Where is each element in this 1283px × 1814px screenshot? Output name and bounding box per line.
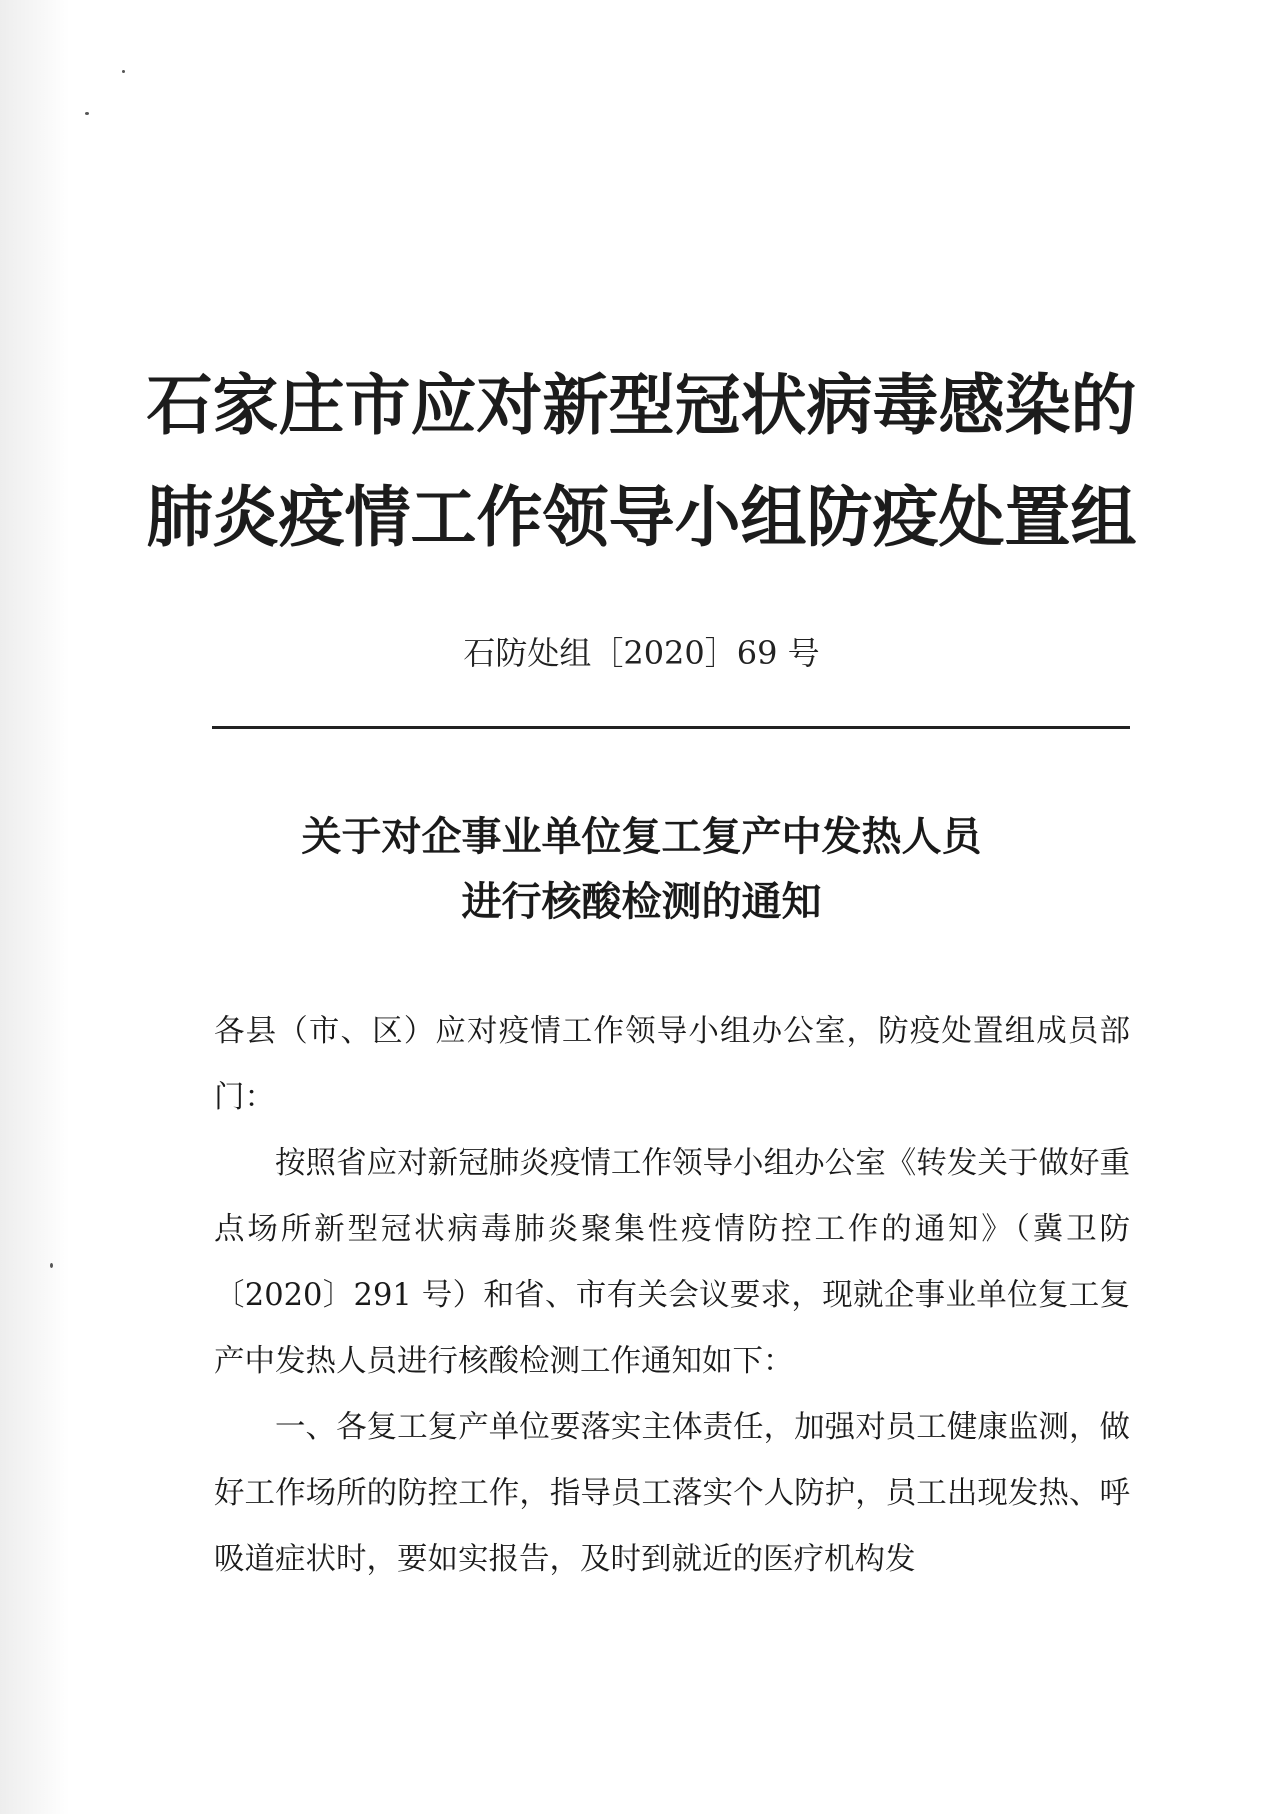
body-paragraph-2: 一、各复工复产单位要落实主体责任，加强对员工健康监测，做好工作场所的防控工作，指导员工落实个人防护，员工出现发热、呼吸道症状时，要如实报告，及时到就近的医疗机构发 bbox=[214, 1410, 1130, 1577]
scan-speck bbox=[85, 112, 89, 115]
header-divider bbox=[212, 726, 1130, 729]
body-paragraph-1: 按照省应对新冠肺炎疫情工作领导小组办公室《转发关于做好重点场所新型冠状病毒肺炎聚集性疫情防控工作的通知》（冀卫防〔2020〕291 号）和省、市有关会议要求，现就企事业单位复工复产中发热人员进行核酸检测工作通知如下： bbox=[214, 1146, 1130, 1379]
scan-speck bbox=[50, 1263, 53, 1268]
notice-title-line-1: 关于对企事业单位复工复产中发热人员 bbox=[301, 814, 982, 860]
issuing-organization-line-1: 石家庄市应对新型冠状病毒感染的 bbox=[146, 366, 1137, 444]
notice-title-line-2: 进行核酸检测的通知 bbox=[461, 879, 822, 925]
scan-speck bbox=[122, 70, 125, 73]
salutation: 各县（市、区）应对疫情工作领导小组办公室，防疫处置组成员部门： bbox=[214, 1014, 1130, 1115]
issuing-organization-line-2: 肺炎疫情工作领导小组防疫处置组 bbox=[146, 478, 1137, 556]
document-number: 石防处组［2020］69 号 bbox=[463, 634, 820, 672]
